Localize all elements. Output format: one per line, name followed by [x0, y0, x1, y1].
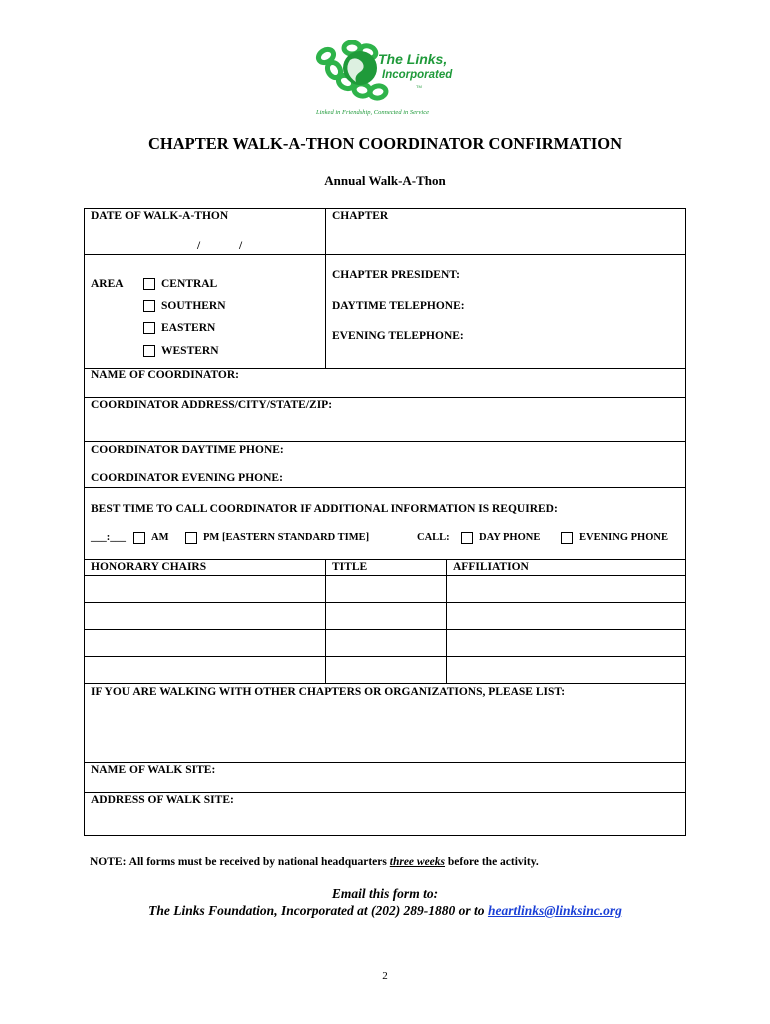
logo-tagline: Linked in Friendship, Connected in Service — [316, 109, 430, 116]
chapter-label: CHAPTER — [332, 210, 389, 222]
links-logo — [312, 40, 462, 120]
evening-telephone-label: EVENING TELEPHONE: — [332, 330, 464, 342]
date-label: DATE OF WALK-A-THON — [91, 210, 229, 222]
date-slash-1: / — [197, 240, 201, 252]
divider-hc-col-1 — [325, 559, 326, 683]
divider-walk-site-name — [85, 762, 685, 763]
divider-vertical-top — [325, 209, 326, 368]
divider-hc-row-1 — [85, 602, 685, 603]
honorary-chairs-header: HONORARY CHAIRS — [91, 561, 207, 573]
am-checkbox[interactable] — [133, 532, 145, 544]
divider-best-time — [85, 559, 685, 560]
area-label: AREA — [91, 278, 124, 290]
coordinator-evening-label: COORDINATOR EVENING PHONE: — [91, 472, 283, 484]
walk-a-thon-form — [84, 208, 686, 836]
area-western-label: WESTERN — [161, 345, 219, 357]
document-title: CHAPTER WALK-A-THON COORDINATOR CONFIRMATION — [147, 134, 623, 153]
email-heading: Email this form to: — [331, 886, 439, 901]
walking-with-label: IF YOU ARE WALKING WITH OTHER CHAPTERS OR ORGANIZATIONS, PLEASE LIST: — [91, 686, 566, 698]
best-time-label: BEST TIME TO CALL COORDINATOR IF ADDITIONAL INFORMATION IS REQUIRED: — [91, 503, 558, 515]
divider-hc-row-3 — [85, 656, 685, 657]
divider-walk-site-address — [85, 792, 685, 793]
chapter-president-label: CHAPTER PRESIDENT: — [332, 269, 460, 281]
area-western-checkbox[interactable] — [143, 345, 155, 357]
logo-name-2: Incorporated — [382, 69, 453, 81]
day-phone-label: DAY PHONE — [479, 532, 541, 543]
area-eastern-label: EASTERN — [161, 322, 216, 334]
coordinator-name-label: NAME OF COORDINATOR: — [91, 369, 240, 381]
divider-date-row — [85, 254, 685, 255]
area-southern-label: SOUTHERN — [161, 300, 226, 312]
email-line — [0, 903, 770, 919]
affiliation-header: AFFILIATION — [453, 561, 529, 573]
email-line-text: The Links Foundation, Incorporated at (202) 289-1880 or to — [148, 903, 488, 918]
area-central-checkbox[interactable] — [143, 278, 155, 290]
area-eastern-checkbox[interactable] — [143, 322, 155, 334]
divider-coordinator-name — [85, 397, 685, 398]
area-southern-checkbox[interactable] — [143, 300, 155, 312]
logo-tm: TM — [416, 84, 422, 89]
logo-name: The Links, — [378, 51, 448, 67]
divider-hc-col-2 — [446, 559, 447, 683]
call-label: CALL: — [417, 532, 450, 543]
divider-coordinator-address — [85, 441, 685, 442]
coordinator-daytime-label: COORDINATOR DAYTIME PHONE: — [91, 444, 284, 456]
date-slash-2: / — [239, 240, 243, 252]
title-header: TITLE — [332, 561, 368, 573]
note-before: NOTE: All forms must be received by national headquarters — [90, 856, 390, 868]
am-label: AM — [151, 532, 169, 543]
note-after: before the activity. — [445, 856, 539, 868]
note-text — [90, 856, 539, 868]
page-number: 2 — [382, 970, 388, 982]
links-chain-globe-icon — [312, 40, 462, 120]
pm-label: PM [EASTERN STANDARD TIME] — [203, 532, 370, 543]
evening-phone-checkbox[interactable] — [561, 532, 573, 544]
area-central-label: CENTRAL — [161, 278, 218, 290]
daytime-telephone-label: DAYTIME TELEPHONE: — [332, 300, 465, 312]
time-blank: ___:___ — [91, 532, 126, 543]
evening-phone-label: EVENING PHONE — [579, 532, 668, 543]
document-subtitle: Annual Walk-A-Thon — [324, 173, 446, 188]
divider-phones — [85, 487, 685, 488]
walk-site-name-label: NAME OF WALK SITE: — [91, 764, 216, 776]
day-phone-checkbox[interactable] — [461, 532, 473, 544]
pm-checkbox[interactable] — [185, 532, 197, 544]
divider-hc-row-2 — [85, 629, 685, 630]
divider-hc-header — [85, 575, 685, 576]
email-link[interactable]: heartlinks@linksinc.org — [487, 903, 622, 918]
coordinator-address-label: COORDINATOR ADDRESS/CITY/STATE/ZIP: — [91, 399, 333, 411]
divider-hc-row-4 — [85, 683, 685, 684]
walk-site-address-label: ADDRESS OF WALK SITE: — [91, 794, 234, 806]
note-emphasis: three weeks — [389, 856, 446, 868]
